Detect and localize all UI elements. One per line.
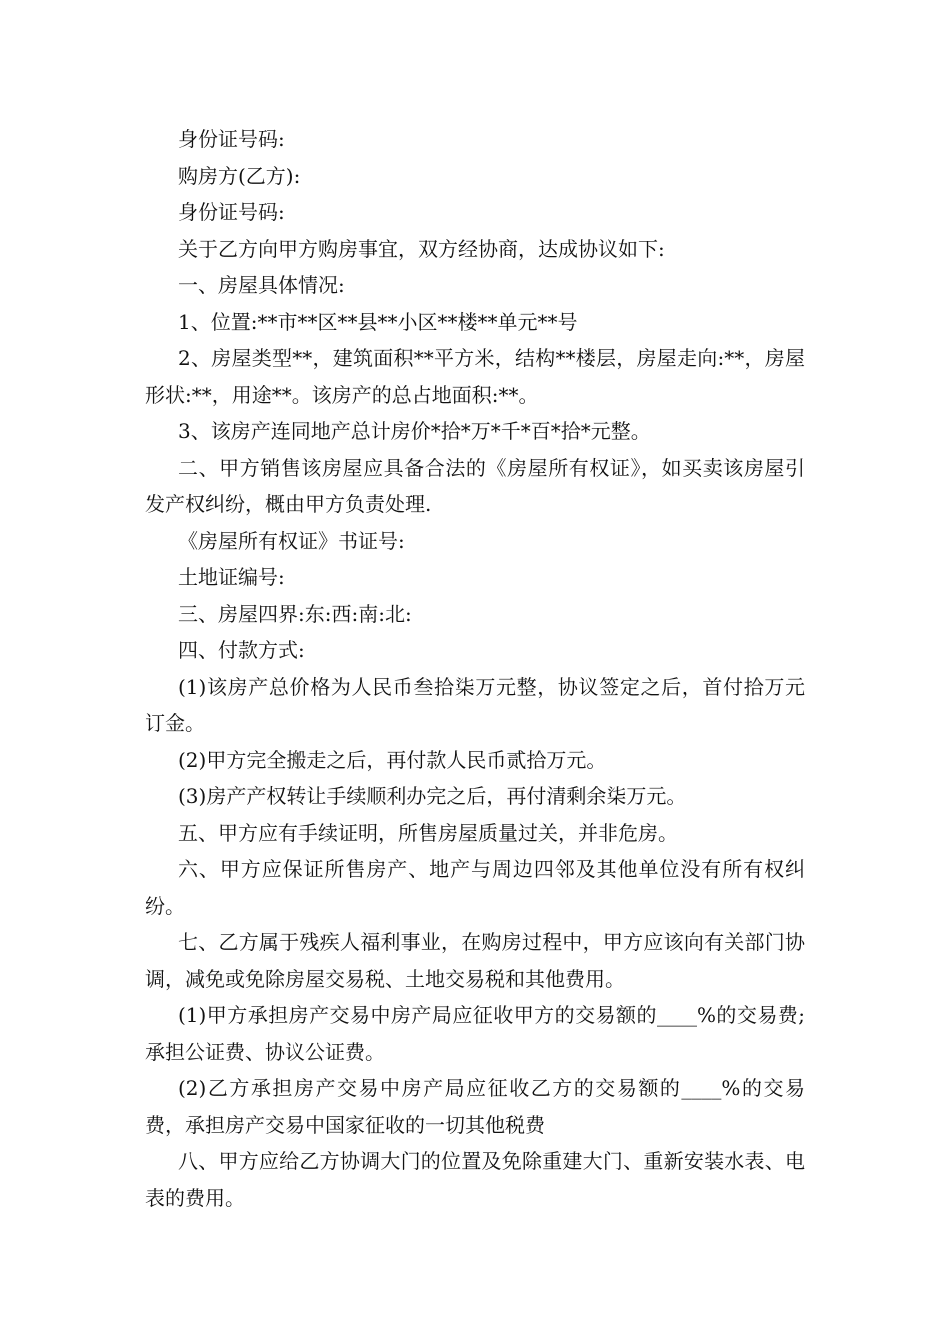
paragraph-buyer-fees: (2)乙方承担房产交易中房产局应征收乙方的交易额的____%的交易费，承担房产交易中国家征收的一切其他税费 <box>145 1076 805 1137</box>
section-heading-boundaries: 三、房屋四界:东:西:南:北: <box>178 601 412 626</box>
paragraph-payment-1: (1)该房产总价格为人民币叁拾柒万元整，协议签定之后，首付拾万元订金。 <box>145 674 805 735</box>
section-heading-ownership-dispute: 六、甲方应保证所售房产、地产与周边四邻及其他单位没有所有权纠纷。 <box>145 857 805 918</box>
paragraph-total-price: 3、该房产连同地产总计房价*拾*万*千*百*拾*元整。 <box>178 419 651 443</box>
document-body <box>145 121 805 1216</box>
section-heading-quality: 五、甲方应有手续证明，所售房屋质量过关，并非危房。 <box>178 820 678 845</box>
paragraph-land-certificate-number: 土地证编号: <box>178 565 285 589</box>
section-heading-house-details: 一、房屋具体情况: <box>178 273 345 297</box>
paragraph-seller-id-number: 身份证号码: <box>178 127 285 151</box>
paragraph-agreement-intro: 关于乙方向甲方购房事宜，双方经协商，达成协议如下: <box>178 236 665 261</box>
paragraph-buyer-id-number: 身份证号码: <box>178 200 285 224</box>
paragraph-payment-2: (2)甲方完全搬走之后，再付款人民币贰拾万元。 <box>178 747 607 772</box>
paragraph-location: 1、位置:**市**区**县**小区**楼**单元**号 <box>178 309 578 334</box>
section-heading-gate-and-meters: 八、甲方应给乙方协调大门的位置及免除重建大门、重新安装水表、电表的费用。 <box>145 1149 805 1210</box>
paragraph-buyer-party: 购房方(乙方): <box>178 163 301 188</box>
section-heading-payment: 四、付款方式: <box>178 638 305 662</box>
paragraph-house-type: 2、房屋类型**，建筑面积**平方米，结构**楼层，房屋走向:**，房屋形状:**，用途**。该房产的总占地面积:**。 <box>145 346 805 407</box>
paragraph-payment-3: (3)房产产权转让手续顺利办完之后，再付清剩余柒万元。 <box>178 784 687 808</box>
section-heading-ownership-certificate: 二、甲方销售该房屋应具备合法的《房屋所有权证》，如买卖该房屋引发产权纠纷，概由甲方负责处理. <box>145 455 805 516</box>
paragraph-certificate-number: 《房屋所有权证》书证号: <box>178 528 405 553</box>
paragraph-seller-fees: (1)甲方承担房产交易中房产局应征收甲方的交易额的____%的交易费;承担公证费、协议公证费。 <box>145 1003 805 1064</box>
section-heading-tax-reduction: 七、乙方属于残疾人福利事业，在购房过程中，甲方应该向有关部门协调，减免或免除房屋交易税、土地交易税和其他费用。 <box>145 930 805 991</box>
